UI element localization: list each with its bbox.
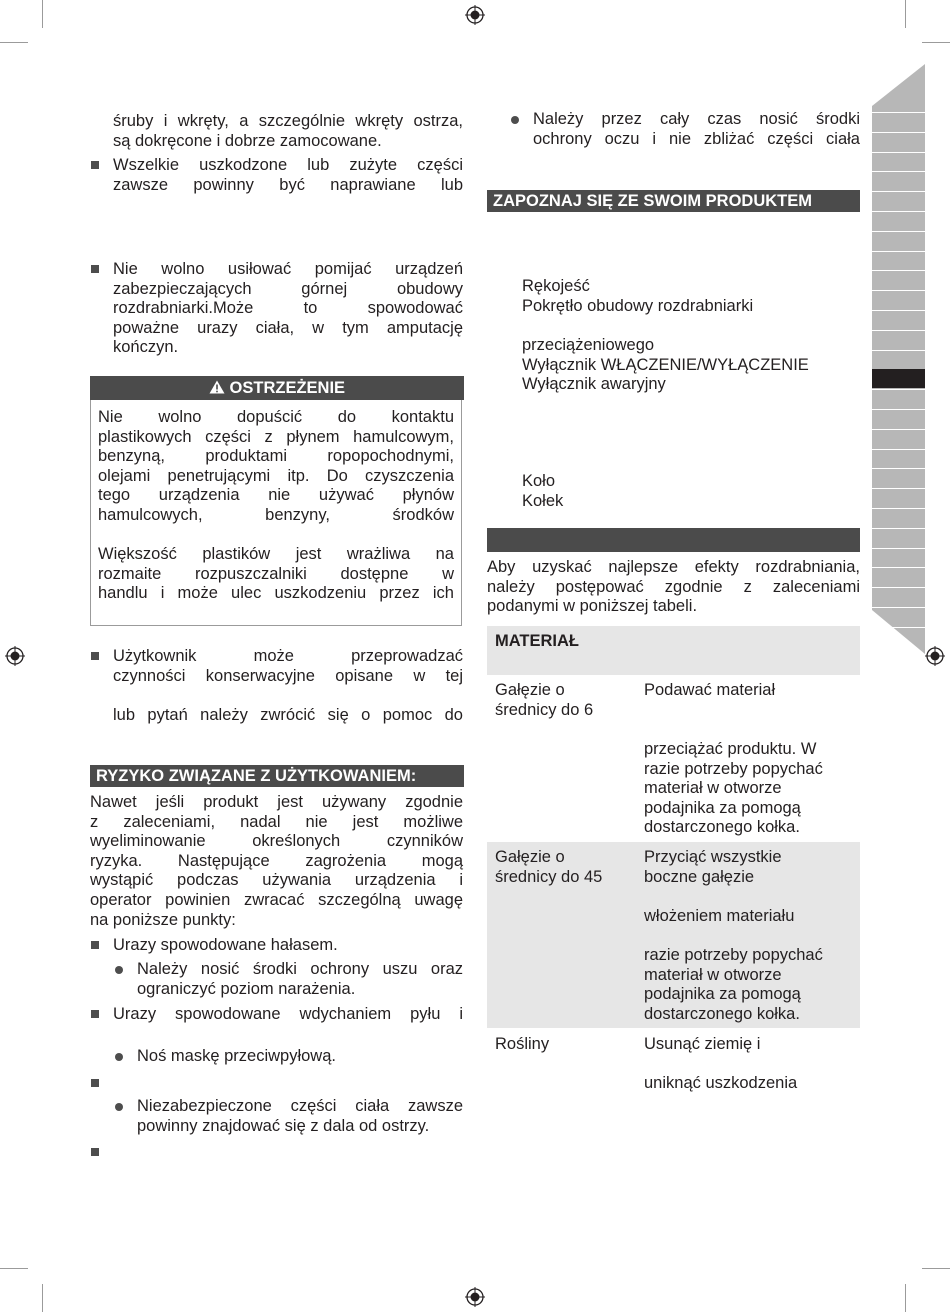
square-bullet-icon	[91, 1079, 99, 1087]
table-row-2-material: Gałęzie o średnicy do 45	[495, 848, 603, 886]
language-tab-separator	[872, 488, 925, 489]
table-header-material: MATERIAŁ	[495, 632, 580, 650]
table-row-3-material: Rośliny	[495, 1035, 550, 1053]
language-tab-separator	[872, 468, 925, 469]
language-tab-separator	[872, 191, 925, 192]
crop-mark	[905, 0, 906, 28]
round-bullet-icon	[511, 116, 519, 124]
round-bullet-icon	[115, 966, 123, 974]
parts-list-2: przeciążeniowego Wyłącznik WŁĄCZENIE/WYŁĄCZENIE Wyłącznik awaryjny	[522, 336, 809, 394]
language-tab-separator	[872, 152, 925, 153]
language-tab-separator	[872, 290, 925, 291]
parts-list-3: Koło Kołek	[522, 472, 564, 510]
table-row-1-desc-2: przeciążać produktu. W razie potrzeby popychać materiał w otworze podajnika za pomogą dostarczonego kołka.	[644, 740, 823, 837]
square-bullet-icon	[91, 1148, 99, 1156]
product-section-header: ZAPOZNAJ SIĘ ZE SWOIM PRODUKTEM	[487, 190, 860, 212]
language-tab-separator	[872, 270, 925, 271]
paragraph-screws: śruby i wkręty, a szczególnie wkręty ostrza, są dokręcone i dobrze zamocowane.	[113, 112, 463, 150]
language-tab-separator	[872, 171, 925, 172]
risk-section-header: RYZYKO ZWIĄZANE Z UŻYTKOWANIEM:	[90, 765, 464, 787]
usage-intro: Aby uzyskać najlepsze efekty rozdrabniania, należy postępować zgodnie z zaleceniami podanymi w poniższej tabeli.	[487, 558, 860, 616]
language-tab-separator	[872, 567, 925, 568]
language-tab-separator	[872, 389, 925, 390]
language-tab-separator	[872, 508, 925, 509]
language-tab-separator	[872, 350, 925, 351]
language-tab-separator	[872, 132, 925, 133]
round-bullet-icon	[115, 1103, 123, 1111]
table-row-2-desc: Przyciąć wszystkie boczne gałęzie	[644, 848, 782, 886]
paragraph-maintenance-2: lub pytań należy zwrócić się o pomoc do	[113, 706, 463, 724]
warning-triangle-icon	[209, 380, 225, 394]
square-bullet-icon	[91, 1010, 99, 1018]
paragraph-maintenance: Użytkownik może przeprowadzać czynności konserwacyjne opisane w tej	[113, 647, 463, 685]
crop-mark	[905, 1284, 906, 1312]
language-tab-separator	[872, 548, 925, 549]
language-tab-separator	[872, 449, 925, 450]
table-row-2-desc-3: razie potrzeby popychać materiał w otworze podajnika za pomogą dostarczonego kołka.	[644, 946, 823, 1023]
table-row-1-desc: Podawać materiał	[644, 681, 776, 699]
language-tab-separator	[872, 251, 925, 252]
parts-list-1: Rękojeść Pokrętło obudowy rozdrabniarki	[522, 277, 754, 315]
crop-mark	[42, 0, 43, 28]
registration-mark-icon	[5, 646, 25, 666]
registration-mark-icon	[465, 5, 485, 25]
usage-section-header	[487, 528, 860, 552]
warning-header: OSTRZEŻENIE	[90, 376, 464, 400]
registration-mark-icon	[465, 1287, 485, 1307]
warning-text: Nie wolno dopuścić do kontaktu plastikowych części z płynem hamulcowym, benzyną, produktami ropopochodnymi, olejami penetrującymi itp. Do czyszczenia tego urządzenia nie używać płynów hamulcowych, benzyny, środków	[98, 408, 454, 524]
language-tab-separator	[872, 627, 925, 628]
language-tab-separator	[872, 429, 925, 430]
crop-mark	[0, 42, 28, 43]
crop-mark	[922, 1268, 950, 1269]
language-tab-separator	[872, 587, 925, 588]
risk-intro: Nawet jeśli produkt jest używany zgodnie z zaleceniami, nadal nie jest możliwe wyeliminowanie określonych czynników ryzyka. Następujące zagrożenia mogą wystąpić podczas używania urządzenia i operator powinien zwracać szczególną uwagę na poniższe punkty:	[90, 793, 463, 929]
table-row-2-desc-2: włożeniem materiału	[644, 907, 795, 925]
registration-mark-icon	[925, 646, 945, 666]
table-row-3-desc: Usunąć ziemię i	[644, 1035, 761, 1053]
risk-body-parts-advice: Niezabezpieczone części ciała zawsze powinny znajdować się z dala od ostrzy.	[137, 1097, 463, 1135]
risk-noise-advice: Należy nosić środki ochrony uszu oraz ograniczyć poziom narażenia.	[137, 960, 463, 998]
square-bullet-icon	[91, 265, 99, 273]
language-tab-separator	[872, 607, 925, 608]
square-bullet-icon	[91, 652, 99, 660]
risk-dust-advice: Noś maskę przeciwpyłową.	[137, 1047, 336, 1065]
square-bullet-icon	[91, 941, 99, 949]
language-tab-active	[872, 369, 925, 388]
paragraph-damaged-parts: Wszelkie uszkodzone lub zużyte części zawsze powinny być naprawiane lub	[113, 156, 463, 194]
crop-mark	[922, 42, 950, 43]
square-bullet-icon	[91, 161, 99, 169]
table-row-1-material: Gałęzie o średnicy do 6	[495, 681, 594, 719]
paragraph-safety-devices: Nie wolno usiłować pomijać urządzeń zabezpieczających górnej obudowy rozdrabniarki.Może to spowodować poważne urazy ciała, w tym amputację kończyn.	[113, 260, 463, 357]
language-tab-separator	[872, 330, 925, 331]
round-bullet-icon	[115, 1053, 123, 1061]
table-row-3-desc-2: uniknąć uszkodzenia	[644, 1074, 798, 1092]
warning-text-2: Większość plastików jest wrażliwa na rozmaite rozpuszczalniki dostępne w handlu i może ulec uszkodzeniu przez ich	[98, 545, 454, 603]
language-tab-separator	[872, 310, 925, 311]
language-tab-separator	[872, 528, 925, 529]
risk-dust: Urazy spowodowane wdychaniem pyłu i	[113, 1005, 463, 1023]
eye-protection-text: Należy przez cały czas nosić środki ochrony oczu i nie zbliżać części ciała	[533, 110, 860, 148]
language-tab-separator	[872, 112, 925, 113]
crop-mark	[0, 1268, 28, 1269]
language-tab-separator	[872, 231, 925, 232]
language-tab-separator	[872, 409, 925, 410]
language-tab-separator	[872, 211, 925, 212]
crop-mark	[42, 1284, 43, 1312]
risk-noise: Urazy spowodowane hałasem.	[113, 936, 338, 954]
